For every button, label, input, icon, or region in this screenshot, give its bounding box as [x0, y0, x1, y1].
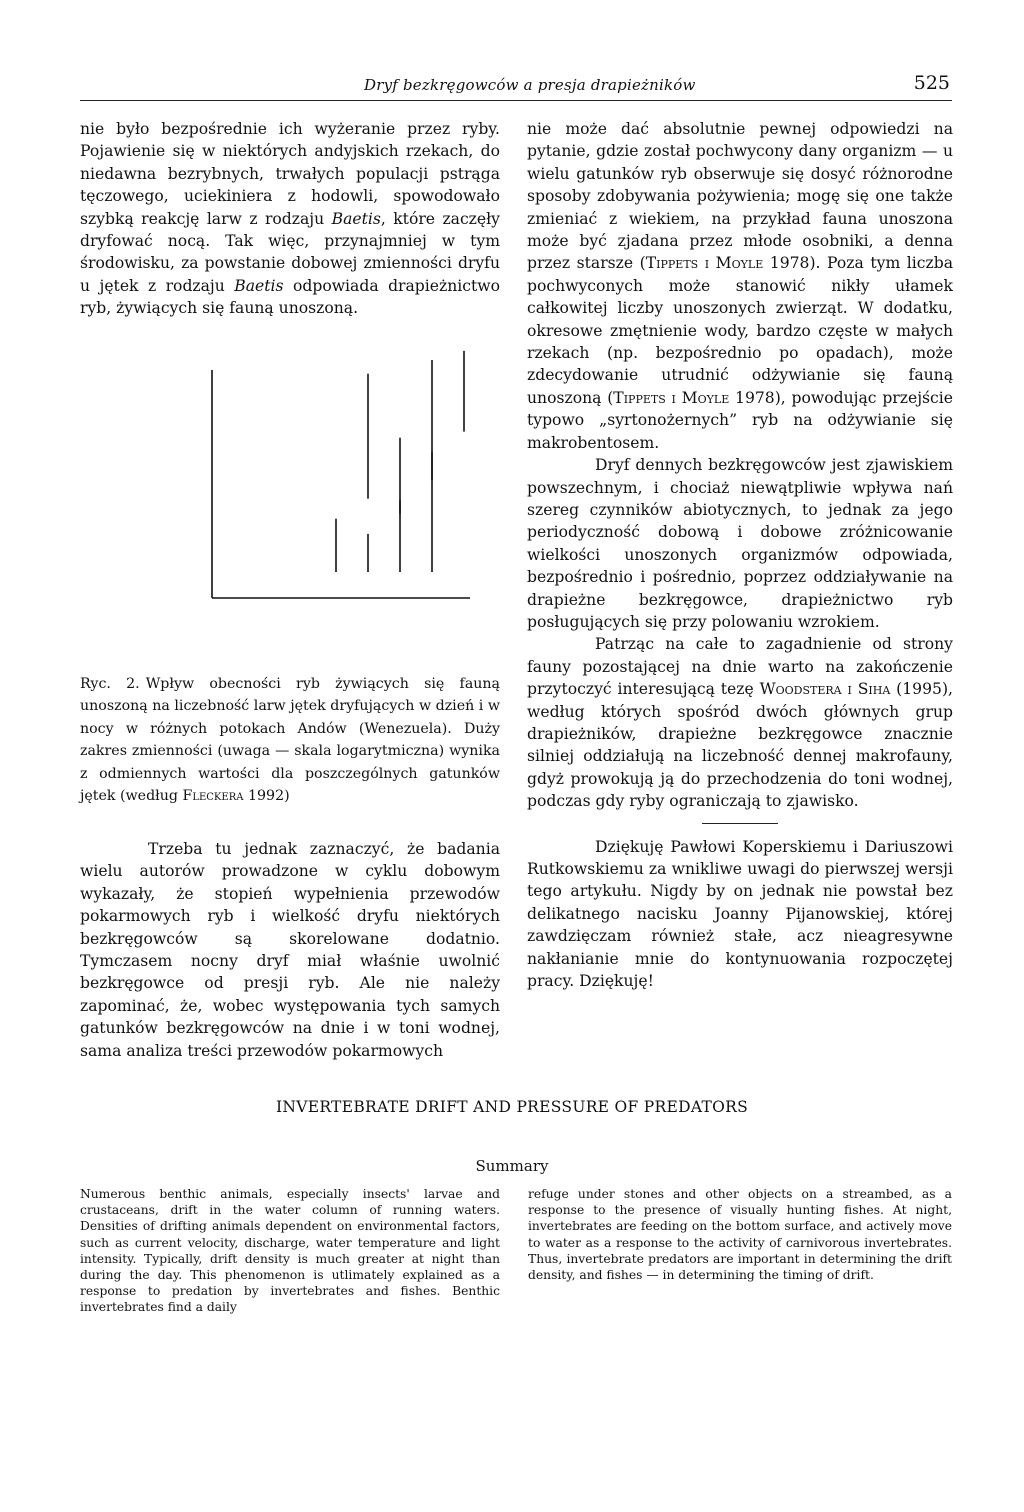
summary-heading: Summary: [475, 1157, 549, 1175]
summary-left-column: Numerous benthic animals, especially insects' larvae and crustaceans, drift in the water column of running waters. Densities of drifting animals dependent on environmental factors, such as current velocity, discharge, water temperature and light intensity. Typically, drift density is much greater at night than during the day. This phenomenon is utlimately explained as a response to predation by invertebrates and fishes. Benthic invertebrates find a daily: [80, 1187, 500, 1315]
summary-right-column: refuge under stones and other objects on a streambed, as a response to the presence of visually hunting fishes. At night, invertebrates are feeding on the bottom surface, and actively move to water as a response to the activity of carnivorous invertebrates. Thus, invertebrate predators are important in determining the drift density, and fishes — in determining the timing of drift.: [528, 1187, 952, 1283]
right-column: [527, 118, 953, 992]
section-separator: [702, 823, 778, 824]
text-run: , które zaczęły dryfować nocą. Tak więc, przynajmniej w tym środowisku, za powstanie dobowej zmienności dryfu u jętek z rodzaju: [80, 209, 500, 295]
citation-author: Fleckera: [182, 788, 244, 805]
text-run: Patrząc na całe to zagadnienie od strony fauny pozostającej na dnie warto na zakończenie przytoczyć interesującą tezę: [527, 635, 953, 699]
paragraph: [527, 633, 953, 812]
citation-author: Woodstera i Siha: [759, 680, 891, 699]
running-title: Dryf bezkręgowców a presja drapieżników: [364, 76, 696, 94]
figure-label: Ryc. 2.: [80, 676, 140, 692]
citation-author: Tippets i Moyle: [613, 388, 730, 407]
page-header: [80, 72, 952, 101]
taxon-name: Baetis: [331, 209, 381, 228]
caption-text: 1992): [247, 788, 290, 805]
taxon-name: Baetis: [234, 276, 284, 295]
paragraph: Dryf dennych bezkręgowców jest zjawiskiem powszechnym, i chociaż niewątpliwie wpływa nań szereg czynników abiotycznych, to jednak za jego periodyczność dobową i dobowe zróżnicowanie wielkości unoszonych organizmów odpowiada, bezpośrednio i pośrednio, poprzez oddziaływanie na drapieżne bezkręgowce, drapieżnictwo ryb posługujących się przy polowaniu wzrokiem.: [527, 456, 953, 631]
text-run: (1995), według których spośród dwóch głównych grup drapieżników, drapieżne bezkręgowce znacznie silniej oddziałują na liczebność dennej makrofauny, gdyż prowokują ją do przechodzenia do toni wodnej, podczas gdy ryby ograniczają to zjawisko.: [527, 680, 953, 811]
summary-title: INVERTEBRATE DRIFT AND PRESSURE OF PREDATORS: [275, 1098, 749, 1116]
left-column-bottom: [80, 838, 500, 1062]
paragraph: [80, 118, 500, 320]
left-column-top: [80, 118, 500, 320]
paragraph: [527, 118, 953, 454]
text-run: nie może dać absolutnie pewnej odpowiedzi na pytanie, gdzie został pochwycony dany organizm — u wielu gatunków ryb obserwuje się dosyć różnorodne sposoby zdobywania pożywienia; mogę się one także zmieniać z wiekiem, na przykład fauna unoszona może być zjadana przez młode osobniki, a denna przez starsze (: [527, 120, 953, 273]
caption-text: Wpływ obecności ryb żywiących się fauną unoszoną na liczebność larw jętek dryfujących w dzień i w nocy w różnych potokach Andów (Wenezuela). Duży zakres zmienności (uwaga — skala logarytmiczna) wynika z odmiennych wartości dla poszczególnych gatunków jętek (według: [80, 676, 501, 805]
page-number: 525: [913, 72, 950, 94]
citation-author: Tippets i Moyle: [645, 254, 764, 273]
paragraph: Trzeba tu jednak zaznaczyć, że badania wielu autorów prowadzone w cyklu dobowym wykazały, że stopień wypełnienia przewodów pokarmowych ryb i wielkość dryfu niektórych bezkręgowców są skorelowane dodatnio. Tymczasem nocny dryf miał właśnie uwolnić bezkręgowce od presji ryb. Ale nie należy zapominać, że, wobec występowania tych samych gatunków bezkręgowców na dnie i w toni wodnej, sama analiza treści przewodów pokarmowych: [80, 840, 500, 1060]
text-run: nie było bezpośrednie ich wyżeranie przez ryby. Pojawienie się w niektórych andyjskich rzekach, do niedawna bezrybnych, trwałych populacji pstrąga tęczowego, uciekiniera z hodowli, spowodowało szybką reakcję larw z rodzaju: [80, 120, 500, 228]
text-run: 1978), powodując przejście typowo „syrtonożernych” ryb na odżywianie się makrobentosem.: [527, 388, 953, 452]
acknowledgements: Dziękuję Pawłowi Koperskiemu i Dariuszowi Rutkowskiemu za wnikliwe uwagi do pierwszej wersji tego artykułu. Nigdy by on jednak nie powstał bez delikatnego nacisku Joanny Pijanowskiej, której zawdzięczam również stałe, acz nieagresywne nakłanianie mnie do kontynuowania rozpoczętej pracy. Dziękuję!: [527, 837, 953, 991]
figure-caption: [80, 673, 500, 807]
text-run: 1978). Poza tym liczba pochwyconych może stanowić nikły ułamek całkowitej liczby unoszonych zwierząt. W dodatku, okresowe zmętnienie wody, bardzo częste w małych rzekach (np. bezpośrednio po opadach), może zdecydowanie utrudnić odżywianie się fauną unoszoną (: [527, 254, 953, 407]
text-run: odpowiada drapieżnictwo ryb, żywiących się fauną unoszoną.: [80, 276, 500, 318]
figure-drift-bars: [200, 340, 480, 610]
